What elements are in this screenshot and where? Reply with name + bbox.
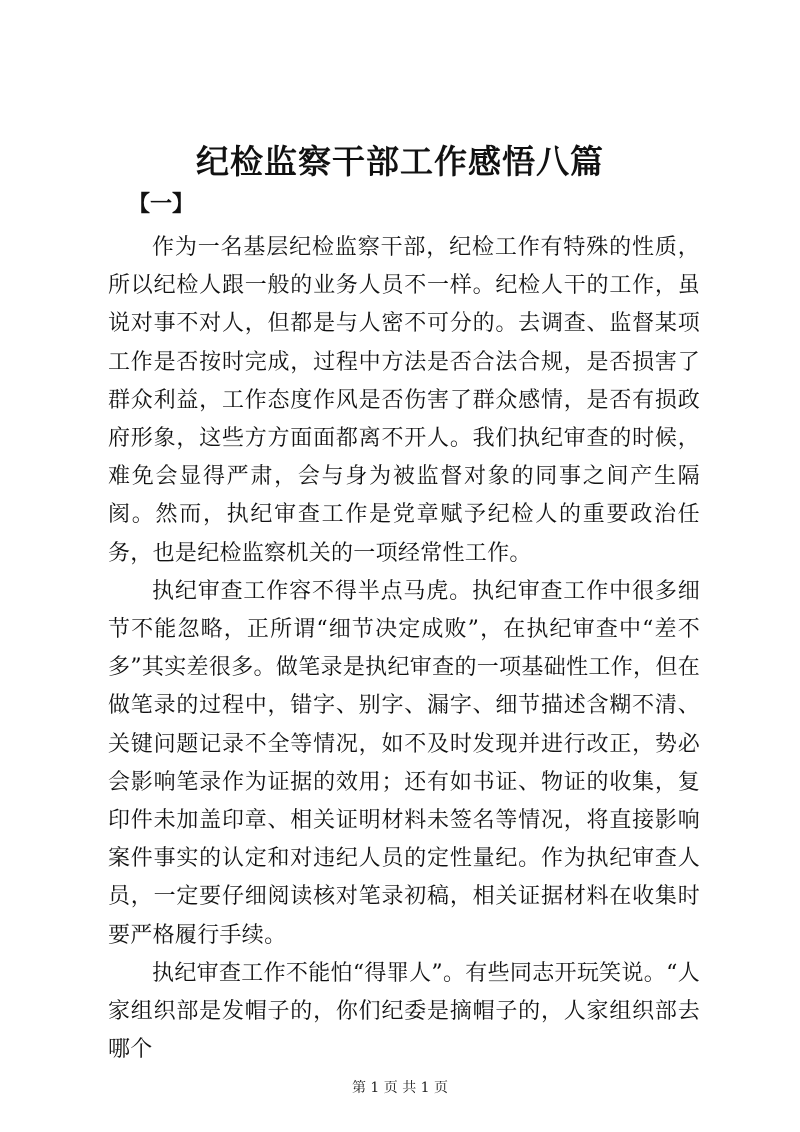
document-body [108, 229, 700, 1069]
paragraph: 执纪审查工作容不得半点马虎。执纪审查工作中很多细节不能忽略，正所谓“细节决定成败”，在执纪审查中“差不多”其实差很多。做笔录是执纪审查的一项基础性工作，但在做笔录的过程中，错字、别字、漏字、细节描述含糊不清、关键问题记录不全等情况，如不及时发现并进行改正，势必会影响笔录作为证据的效用；还有如书证、物证的收集，复印件未加盖印章、相关证明材料未签名等情况，将直接影响案件事实的认定和对违纪人员的定性量纪。作为执纪审查人员，一定要仔细阅读核对笔录初稿，相关证据材料在收集时要严格履行手续。 [108, 578, 700, 948]
document-title: 纪检监察干部工作感悟八篇 [196, 142, 604, 181]
paragraph: 执纪审查工作不能怕“得罪人”。有些同志开玩笑说。“人家组织部是发帽子的，你们纪委是摘帽子的，人家组织部去哪个 [108, 960, 700, 1063]
section-label: 【一】 [128, 191, 195, 217]
paragraph: 作为一名基层纪检监察干部，纪检工作有特殊的性质，所以纪检人跟一般的业务人员不一样。纪检人干的工作，虽说对事不对人，但都是与人密不可分的。去调查、监督某项工作是否按时完成，过程中方法是否合法合规，是否损害了群众利益，工作态度作风是否伤害了群众感情，是否有损政府形象，这些方方面面都离不开人。我们执纪审查的时候，难免会显得严肃，会与身为被监督对象的同事之间产生隔阂。然而，执纪审查工作是党章赋予纪检人的重要政治任务，也是纪检监察机关的一项经常性工作。 [108, 235, 700, 566]
page-footer: 第 1 页 共 1 页 [351, 1080, 449, 1096]
